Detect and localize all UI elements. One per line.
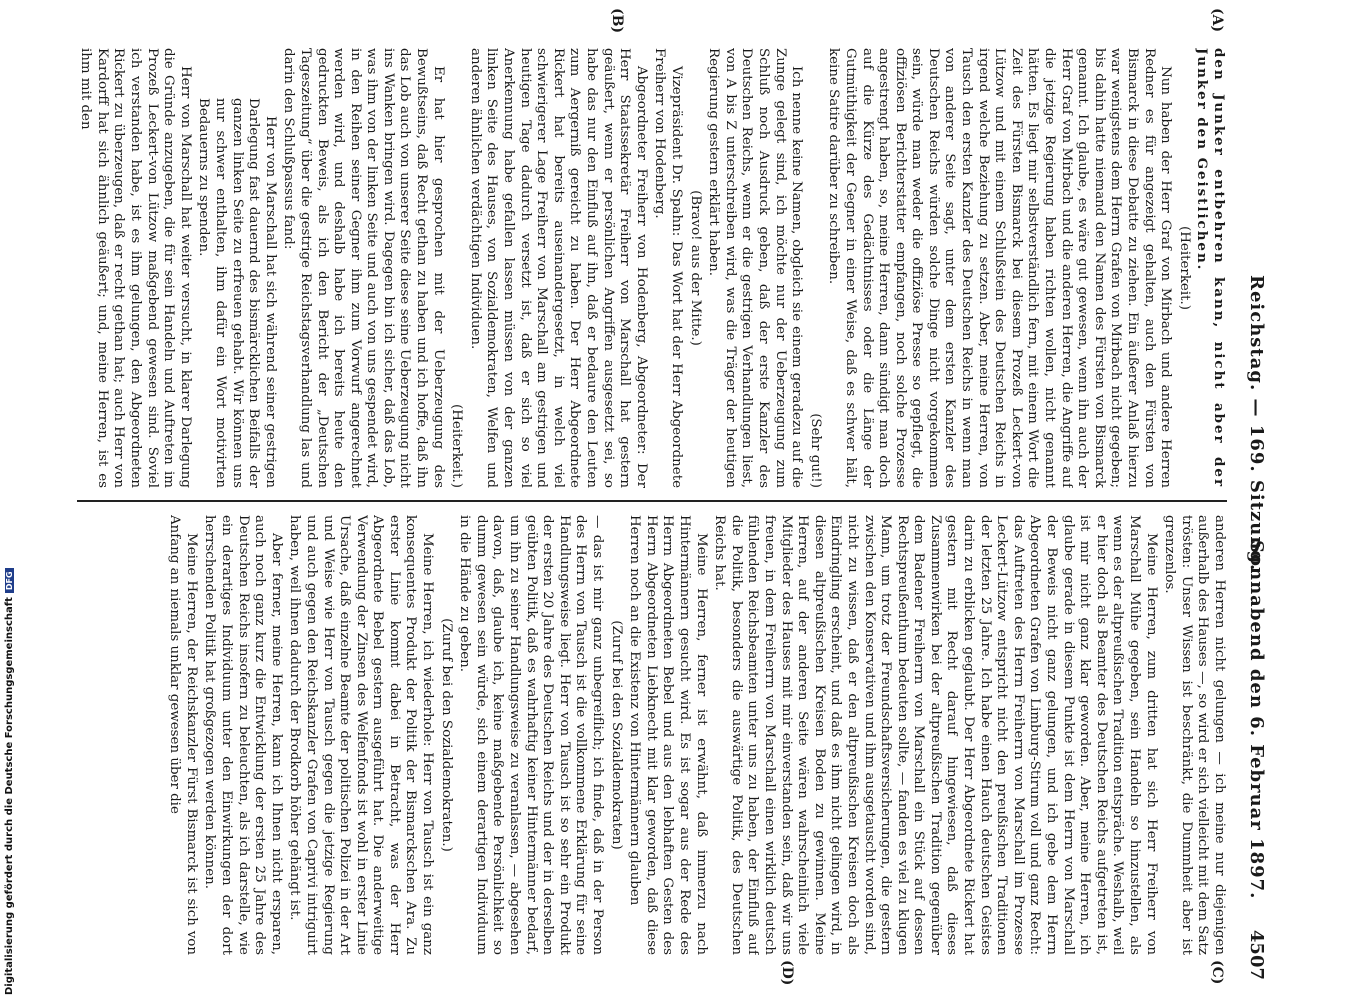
page-header xyxy=(1237,40,1267,980)
paragraph: Er hat hier gesprochen mit der Ueberzeugung des Bewußtseins, daß Recht gethan zu haben und ich hoffe, daß ihn das Lob auch von unserer Seite diese seine Ueberzeugung nicht ins Wanken bringen wird. Dagegen bin ich sicher, daß das Lob, was ihm von der linken Seite und auch von uns gespendet wird, in den Reihen seiner Gegner ihm zum Vorwurf angerechnet werden wird, und deshalb habe ich bereits heute den gedruckten Beweis, als ich den Bericht der „Deutschen Tageszeitung“ über die gestrige Reichstagsverhandlung las und darin den Schlußpassus fand: xyxy=(281,48,446,488)
left-column xyxy=(77,48,1227,488)
column-divider xyxy=(77,500,1227,502)
page-header-left-title: Reichstag. — 169. Sitzung. xyxy=(1246,275,1267,572)
stage-direction: (Heiterkeit.) xyxy=(1176,226,1192,310)
margin-marker-c: (C) xyxy=(1209,960,1225,985)
stage-direction: (Zuruf bei den Sozialdemokraten) xyxy=(608,620,624,850)
stage-direction: (Heiterkeit.) xyxy=(449,404,465,488)
dfg-logo: DFG xyxy=(5,568,14,593)
block-quote: Herr von Marschall hat sich während seiner gestrigen Darlegung fast dauernd des bismärcklichen Beifalls der ganzen linken Seite zu erfreuen gehabt. Wir können uns nur schwer enthalten, ihm dafür ein Wort motivirten Bedauerns zu spenden. xyxy=(196,98,278,488)
right-column xyxy=(77,515,1227,955)
paragraph: Herr von Marschall hat weiter versucht, in klarer Darlegung die Gründe anzugeben, die für sein Handeln und Auftreten im Prozeß Leckert-von Lützow maßgebend gewesen sind. Soviel ich verstanden habe, ist es ihm gelungen, den Abgeordneten Rickert zu überzeugen, daß er recht gethan hat; auch Herr von Kardorff hat sich ähnlich geäußert; und, meine Herren, ist es ihm mit den xyxy=(78,48,193,488)
paragraph: den Junker entbehren kann, nicht aber der Junker den Geistlichen. xyxy=(1194,48,1227,488)
paragraph: Meine Herren, der Reichskanzler Fürst Bismarck ist sich von Anfang an niemals unklar gewesen über die xyxy=(167,515,199,955)
document-page xyxy=(45,0,1275,1000)
paragraph: Meine Herren, zum dritten hat sich Herr Freiherr von Marschall Mühe gegeben, sein Handeln so hinzustellen, als wenn es der altpreußischen Tradition entspräche. Weshalb, weil er hier doch als Beamter des Deutschen Reichs aufgetreten ist, ist mir nicht ganz klar geworden. Aber, meine Herren, ich glaube gerade in diesem Punkte ist dem Herrn von Marschall der Beweis nicht ganz gelungen, und ich gebe dem Herrn Abgeordneten Grafen von Limburg-Stirum voll und ganz Recht: das Auftreten des Herrn Freiherrn von Marschall im Prozesse Leckert-Lützow entspricht nicht den preußischen Traditionen der letzten 25 Jahre. Ich habe einen Hauch deutschen Geistes darin zu erblicken geglaubt. Der Herr Abgeordnete Rickert hat gestern mit Recht darauf hingewiesen, daß dieses Zusammenwirken bei der altpreußischen Tradition gegenüber dem Badener Freiherrn von Marschall ein Stück auf dessen Rechtspreußenthum bedeuten sollte, — fanden es viel zu klugen Mann, um trotz der Freundschaftsversicherungen, die gestern zwischen den Konservativen und ihm ausgetauscht worden sind, nicht zu wissen, daß er den altpreußischen Kreisen doch als Eindringling erscheint, und daß es ihm nicht gelingen wird, in diesen altpreußischen Kreisen Boden zu gewinnen. Meine Herren, auf der anderen Seite wären wahrscheinlich viele Mitglieder des Hauses mit mir einverstanden sein, daß wir uns freuen, in dem Freiherrn von Marschall einen wirklich deutsch fühlenden Reichsbeamten unter uns zu haben, der Einfluß auf die Politik, besonders die auswärtige Politik, des Deutschen Reichs hat. xyxy=(712,515,1159,955)
paragraph: Meine Herren, ich wiederhole: Herr von Tausch ist ein ganz konsequentes Produkt der Politik der Bismarckschen Ara. Zu erster Linie kommt dabei in Betracht, was der Herr Abgeordnete Bebel gestern ausgeführt hat. Die anderweitige Verwendung der Zinsen des Welfenfonds ist wohl in erster Linie Ursache, daß einzelne Beamte der politischen Polizei in der Art und Weise wie Herr von Tausch gegen die jetzige Regierung und auch gegen den Reichskanzler Grafen von Caprivi intriguirt haben, weil ihnen dadurch der Brodkorb höher gehängt ist. xyxy=(287,515,436,955)
paragraph: Ich nenne keine Namen, obgleich sie einem geradezu auf die Zunge gelegt sind, ich möchte nur der Ueberzeugung zum Schluß noch Ausdruck geben, daß der erste Kanzler des Deutschen Reichs, wenn er die gestrigen Verhandlungen liest, von A bis Z unterschreiben wird, was die Träger der heutigen Regierung gestern erklärt haben. xyxy=(706,48,805,488)
footer-credit xyxy=(4,571,18,995)
paragraph: Nun haben der Herr Graf von Mirbach und andere Herren Redner es für angezeigt gehalten, auch den Fürsten von Bismarck in diese Debatte zu ziehen. Ein äußerer Anlaß hierzu war wenigstens dem Herrn Grafen von Mirbach nicht gegeben; bis dahin hatte niemand den Namen des Fürsten von Bismarck genannt. Ich glaube, es wäre gut gewesen, wenn ihn auch der Herr Graf von Mirbach und die anderen Herren, die Angriffe auf die jetzige Regierung haben richten wollen, nicht genannt hätten. Es liegt mir selbstverständlich fern, mit einem Wort die Zeit des Fürsten Bismarck bei diesem Prozeß Leckert-von Lützow und mit einem Schlußstein des Deutschen Reichs in irgend welche Beziehung zu setzen. Aber, meine Herren, von Tausch den ersten Kanzler des Deutschen Reichs in wenn man von anderer Seite sagt, unter dem ersten Kanzler des Deutschen Reichs würden solche Dinge nicht vorgekommen sein, würde man weder die offiziöse Presse so gepflegt, die offiziösen Berichterstatter empfangen, noch solche Prozesse angestrengt haben, so, meine Herren, dann sündigt man doch auf die Kürze des Gedächtnisses oder die Länge der Gutmüthigkeit der Gegner in einer Weise, daß es schwer hält, keine Satire darüber zu schreiben. xyxy=(826,48,1174,488)
stage-direction: (Sehr gut!) xyxy=(807,413,823,488)
digitization-footer xyxy=(4,571,18,995)
page-header-right-title: Sonnabend den 6. Februar 1897. xyxy=(1246,540,1267,900)
stage-direction: (Bravo! aus der Mitte.) xyxy=(687,190,703,346)
paragraph: Meine Herren, ferner ist erwähnt, daß immerzu nach Hintermännern gesucht wird. Es ist sogar aus der Rede des Herrn Abgeordneten Bebel und aus den lebhaften Gesten des Herrn Abgeordneten Liebknecht mit klar geworden, daß diese Herren noch an die Existenz von Hintermännern glauben xyxy=(627,515,709,955)
footer-credit-text: Digitalisierung gefördert durch die Deutsche Forschungsgemeinschaft xyxy=(4,597,15,995)
paragraph: anderen Herren nicht gelungen — ich meine nur diejenigen außerhalb des Hauses —, so wird er sich vielleicht mit dem Satz trösten: Unser Wissen ist beschränkt, die Dummheit aber ist grenzenlos. xyxy=(1162,515,1227,955)
page-number: 4507 xyxy=(1246,929,1267,980)
stage-direction: (Zuruf bei den Sozialdemokraten.) xyxy=(438,618,454,852)
speaker-announcement: Vizepräsident Dr. Spahn: Das Wort hat der Herr Abgeordnete Freiherr von Hodenberg. xyxy=(652,48,684,488)
margin-marker-b: (B) xyxy=(609,8,625,34)
margin-marker-a: (A) xyxy=(1209,8,1225,33)
paragraph: — das ist mir ganz unbegreiflich; ich finde, daß in der Person des Herrn von Tausch ist die vollkommene Erklärung für seine Handlungsweise liegt. Herr von Tausch ist so sehr ein Produkt der ersten 20 Jahre des Deutschen Reichs und der in derselben geübten Politik, daß es wahrhaftig keiner Hintermänner bedarf, um ihn zu seiner Handlungsweise zu veranlassen, — abgesehen davon, daß, glaube ich, keine maßgebende Persönlichkeit so dumm gewesen sein würde, sich einem derartigen Individuum in die Hände zu geben. xyxy=(457,515,606,955)
paragraph: Abgeordneter Freiherr von Hodenberg, Abgeordneter: Der Herr Staatssekretär Freiherr von Marschall hat gestern geäußert, wenn er persönlichen Angriffen ausgesetzt sei, so habe das nur den Einfluß auf ihn, daß er bedaure den Leuten zum Aergerniß gereicht zu haben. Der Herr Abgeordnete Rickert hat bereits auseinandergesetzt, in welch viel schwierigerer Lage Freiherr von Marschall am gestrigen und heutigen Tage dadurch versetzt ist, daß er sich so viel Anerkennung habe gefallen lassen müssen von der ganzen linken Seite des Hauses, von Sozialdemokraten, Welfen und anderen ähnlichen verdächtigen Individuen. xyxy=(467,48,649,488)
margin-marker-d: (D) xyxy=(779,960,795,986)
paragraph: Aber ferner, meine Herren, kann ich Ihnen nicht ersparen, auch noch ganz kurz die Entwicklung der ersten 25 Jahre des Deutschen Reichs insofern zu beleuchten, als ich darstelle, wie ein derartiges Individuum unter den Einwirkungen der dort herrschenden Politik hat großgezogen werden können. xyxy=(202,515,284,955)
